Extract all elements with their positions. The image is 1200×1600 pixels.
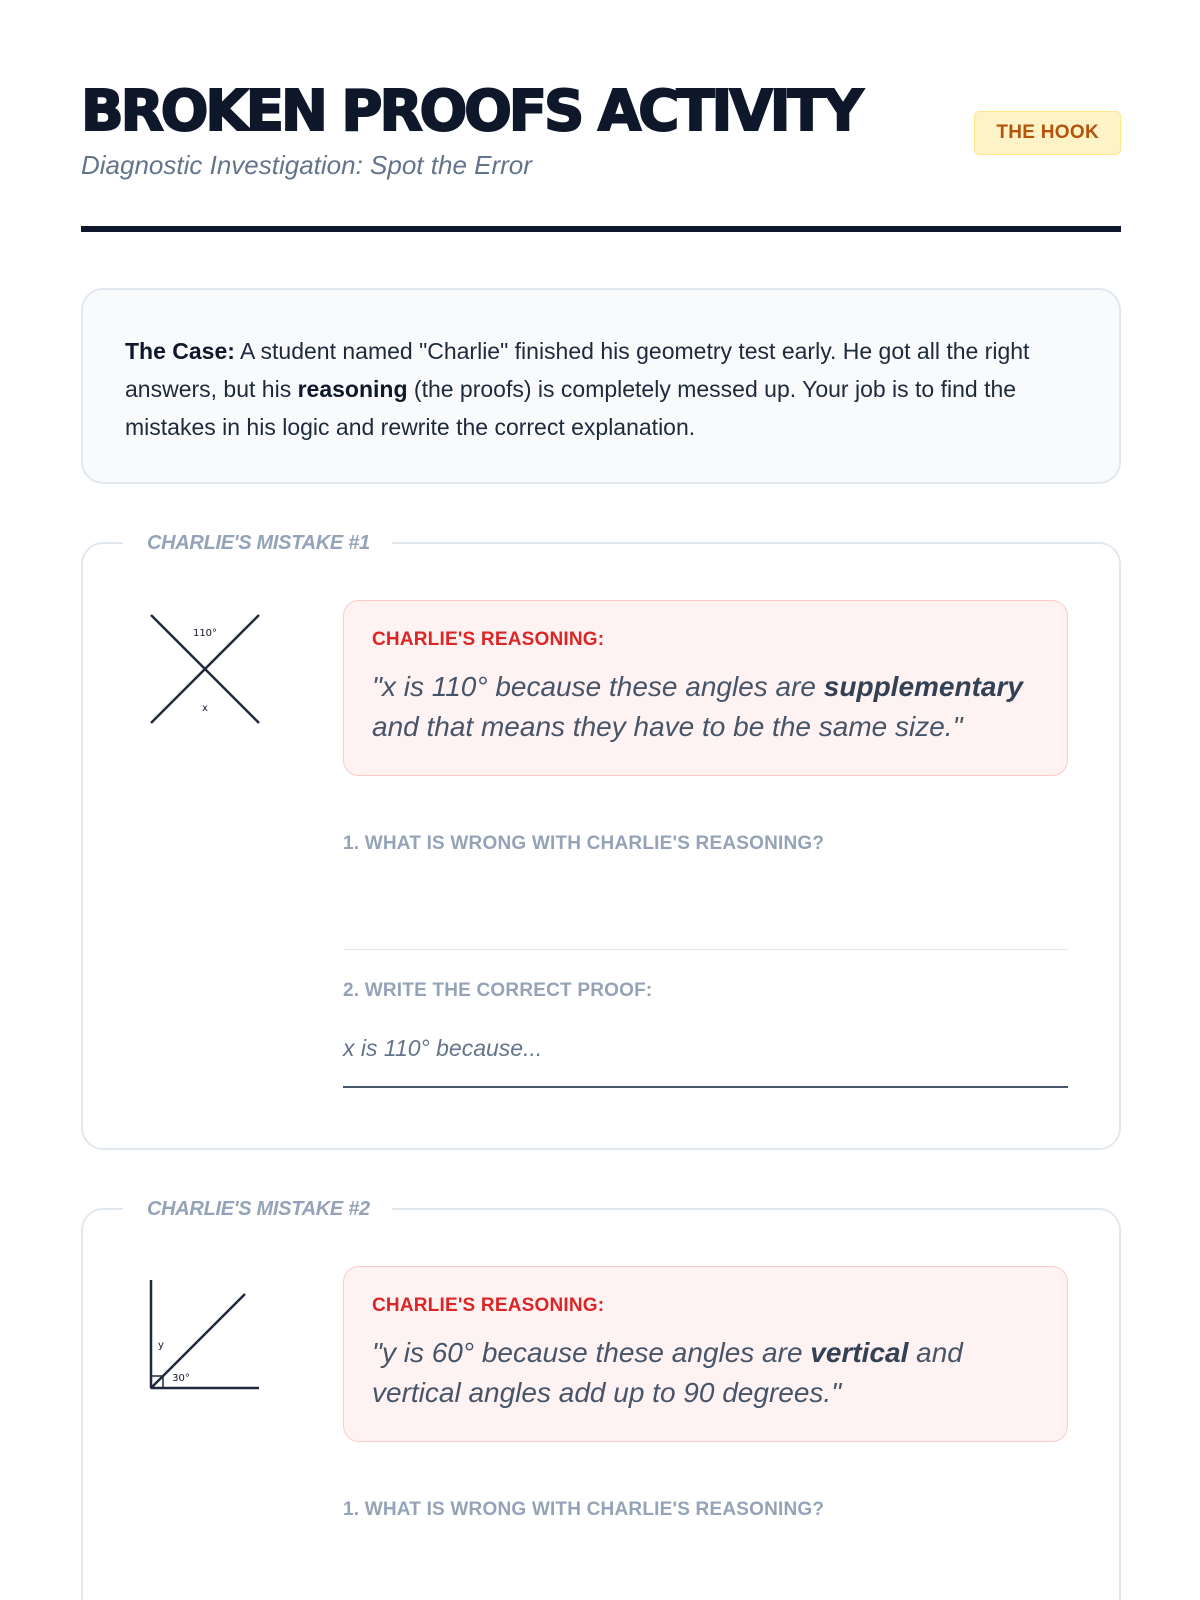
- right-angle-diagram-icon: [149, 1278, 261, 1390]
- reasoning-text-after: and vertical angles add up to 90 degrees.": [372, 1337, 963, 1408]
- diagram-variable-label: y: [158, 1340, 164, 1351]
- proof-answer-line[interactable]: [343, 1086, 1068, 1088]
- page-subtitle: Diagnostic Investigation: Spot the Error: [81, 150, 532, 180]
- worksheet-page: [81, 0, 1121, 1520]
- diagram-variable-label: x: [202, 703, 208, 714]
- reasoning-emphasis: vertical: [810, 1337, 909, 1368]
- reasoning-box: [343, 600, 1068, 776]
- reasoning-emphasis: supplementary: [823, 671, 1023, 702]
- diagram-angle-label: 110°: [192, 628, 218, 639]
- reasoning-text-before: "y is 60° because these angles are: [372, 1337, 811, 1368]
- reasoning-text-before: "x is 110° because these angles are: [372, 671, 824, 702]
- question-what-is-wrong: 1. WHAT IS WRONG WITH CHARLIE'S REASONING?: [343, 833, 825, 854]
- diagram-angle-label: 30°: [172, 1373, 190, 1384]
- mistake-legend: CHARLIE'S MISTAKE #2: [123, 1194, 392, 1224]
- reasoning-label: CHARLIE'S REASONING:: [372, 1295, 605, 1316]
- mistake-card-1: [81, 532, 1121, 1150]
- reasoning-label: CHARLIE'S REASONING:: [372, 629, 605, 650]
- question-correct-proof: 2. WRITE THE CORRECT PROOF:: [343, 980, 653, 1001]
- mistake-card-2: [81, 1198, 1121, 1600]
- section-badge: THE HOOK: [974, 111, 1121, 155]
- mistake-legend: CHARLIE'S MISTAKE #1: [123, 528, 392, 558]
- case-emphasis: reasoning: [297, 376, 408, 402]
- reasoning-text-after: and that means they have to be the same size.": [372, 711, 963, 742]
- header-divider: [81, 226, 1121, 232]
- case-label: The Case:: [125, 338, 235, 364]
- worksheet-header: [81, 0, 1121, 232]
- diagram-ray: [151, 1294, 245, 1388]
- case-text-after: (the proofs) is completely messed up. Your job is to find the mistakes in his logic and rewrite the correct explanation.: [125, 376, 1017, 440]
- question-what-is-wrong: 1. WHAT IS WRONG WITH CHARLIE'S REASONING?: [343, 1499, 825, 1520]
- reasoning-quote: [372, 667, 1039, 747]
- page-title: BROKEN PROOFS ACTIVITY: [81, 79, 861, 144]
- proof-starter: x is 110° because...: [343, 1035, 543, 1061]
- case-text-before: A student named "Charlie" finished his geometry test early. He got all the right answers, but his: [125, 338, 1030, 402]
- case-description-box: [81, 288, 1121, 484]
- reasoning-box: [343, 1266, 1068, 1442]
- reasoning-quote: [372, 1333, 1039, 1413]
- intersecting-lines-diagram-icon: [149, 613, 261, 725]
- answer-line[interactable]: [343, 949, 1068, 950]
